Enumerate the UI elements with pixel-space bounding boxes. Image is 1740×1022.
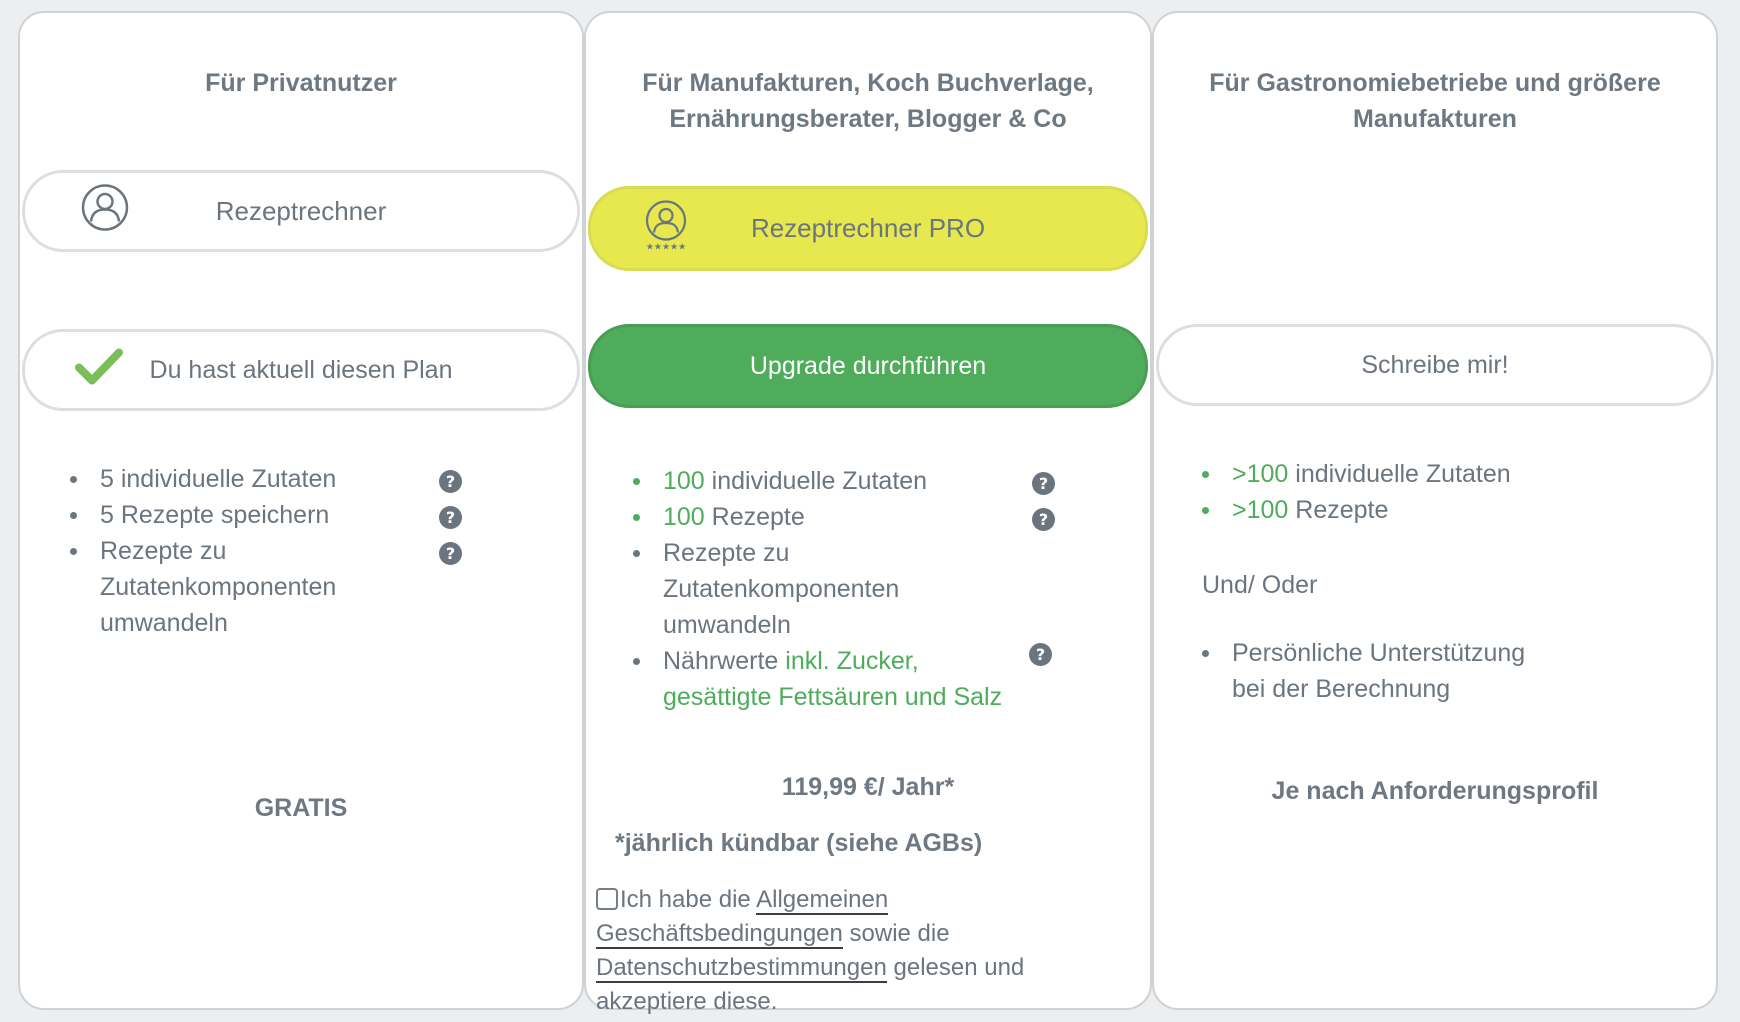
upgrade-button[interactable]: [588, 324, 1148, 408]
help-icon[interactable]: ?: [1032, 472, 1055, 495]
privacy-link[interactable]: Datenschutzbestimmungen: [596, 954, 887, 981]
current-plan-status: [22, 329, 580, 411]
svg-text:★★★★★: ★★★★★: [645, 242, 687, 251]
help-icon[interactable]: ?: [439, 470, 462, 493]
user-circle-icon: [80, 183, 130, 240]
cancellation-note: *jährlich kündbar (siehe AGBs): [615, 829, 983, 857]
list-item: 100 Rezepte: [633, 499, 1053, 535]
contact-button-label: Schreibe mir!: [1361, 350, 1509, 379]
checkmark-icon: [75, 348, 123, 393]
plan-price: 119,99 €/ Jahr*: [781, 773, 955, 801]
help-icon[interactable]: ?: [1029, 643, 1052, 666]
plan-price: GRATIS: [254, 794, 348, 822]
help-icon[interactable]: ?: [439, 542, 462, 565]
help-icon[interactable]: ?: [1032, 508, 1055, 531]
list-item: Persönliche Unterstützung bei der Berechnung: [1202, 635, 1562, 707]
list-item: Rezepte zu Zutatenkomponenten umwandeln: [633, 535, 923, 643]
feature-list: [1202, 456, 1642, 528]
terms-link[interactable]: Allgemeinen Geschäftsbedingungen: [596, 886, 889, 947]
plan-heading: Für Manufakturen, Koch Buchverlage, Ernährungsberater, Blogger & Co: [642, 69, 1094, 133]
terms-consent: Ich habe die Allgemeinen Geschäftsbedingungen sowie die Datenschutzbestimmungen gelesen und akzeptiere diese.: [596, 886, 1025, 1015]
upgrade-button-label: Upgrade durchführen: [749, 351, 987, 380]
feature-list: [70, 461, 370, 641]
list-item: 100 individuelle Zutaten: [633, 463, 1053, 499]
user-star-icon: [641, 199, 691, 258]
plan-card-private: [18, 11, 584, 1010]
contact-button[interactable]: [1156, 324, 1714, 406]
list-item: 5 Rezepte speichern: [70, 497, 370, 533]
list-item: 5 individuelle Zutaten: [70, 461, 370, 497]
and-or-separator: Und/ Oder: [1202, 571, 1318, 599]
plan-name: Rezeptrechner: [215, 195, 387, 226]
plan-card-enterprise: [1152, 11, 1718, 1010]
plan-name-pill: [22, 170, 580, 252]
plan-heading: Für Gastronomiebetriebe und größere Manufakturen: [1209, 69, 1661, 133]
plan-heading: Für Privatnutzer: [205, 69, 397, 97]
plan-card-pro: [584, 11, 1152, 1015]
feature-list: [633, 463, 1053, 715]
plan-name-pill: [588, 186, 1148, 271]
list-item: Rezepte zu Zutatenkomponenten umwandeln: [70, 533, 370, 641]
plan-name: Rezeptrechner PRO: [750, 213, 986, 243]
extra-feature-list: [1202, 635, 1562, 707]
help-icon[interactable]: ?: [439, 506, 462, 529]
plan-price: Je nach Anforderungsprofil: [1271, 777, 1599, 805]
list-item: Nährwerte inkl. Zucker, gesättigte Fettsäuren und Salz: [633, 643, 1013, 715]
list-item: >100 Rezepte: [1202, 492, 1642, 528]
terms-checkbox[interactable]: [596, 888, 618, 910]
list-item: >100 individuelle Zutaten: [1202, 456, 1642, 492]
current-plan-label: Du hast aktuell diesen Plan: [149, 355, 453, 384]
